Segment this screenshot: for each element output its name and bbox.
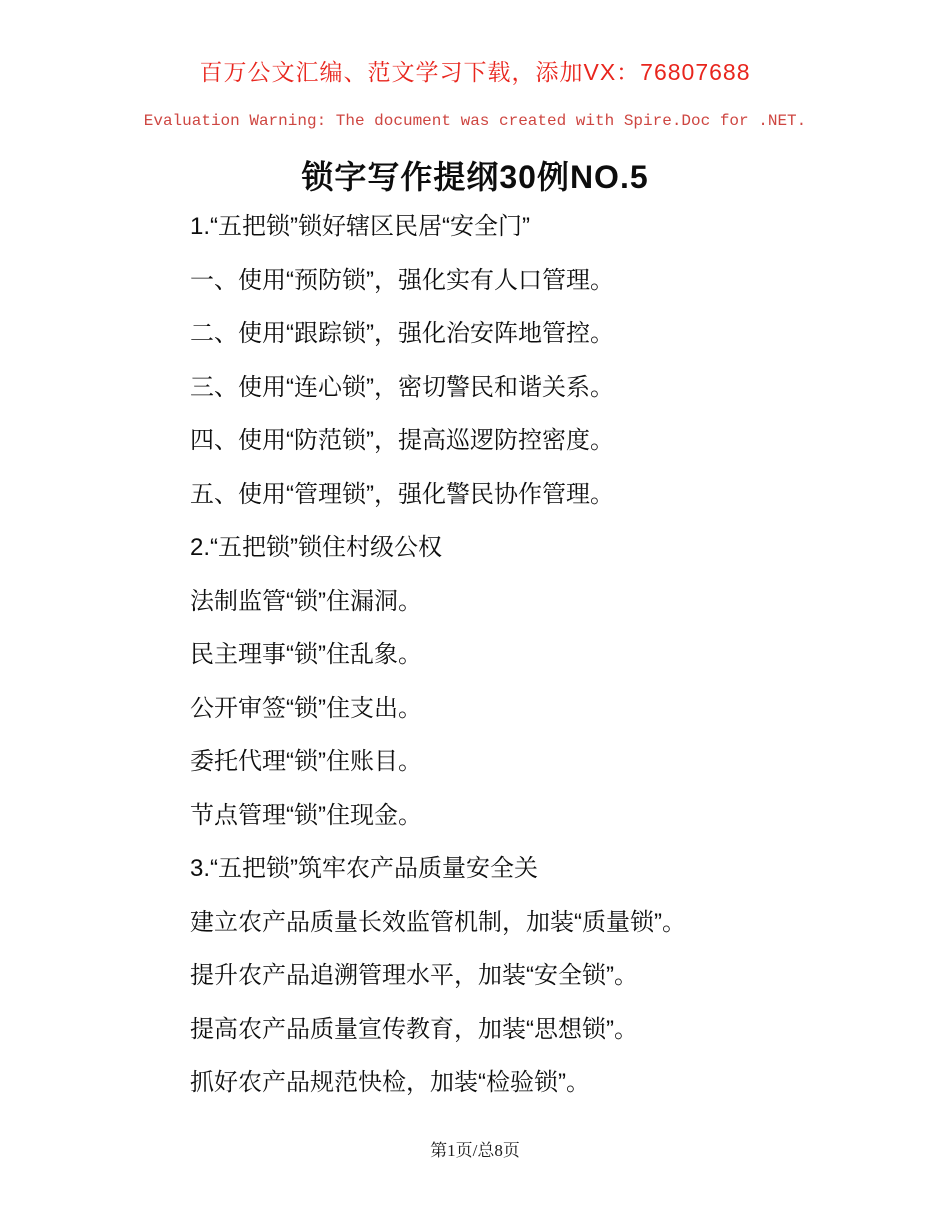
paragraph: 3.“五把锁”筑牢农产品质量安全关 xyxy=(190,855,538,882)
evaluation-warning: Evaluation Warning: The document was created with Spire.Doc for .NET. xyxy=(143,112,807,130)
paragraph: 四、使用“防范锁”，提高巡逻防控密度。 xyxy=(190,427,614,454)
watermark-header: 百万公文汇编、范文学习下载，添加VX：76807688 xyxy=(199,59,751,85)
paragraph: 公开审签“锁”住支出。 xyxy=(190,694,422,722)
paragraph: 一、使用“预防锁”，强化实有人口管理。 xyxy=(190,266,614,294)
paragraph: 五、使用“管理锁”，强化警民协作管理。 xyxy=(190,480,614,508)
paragraph: 抓好农产品规范快检，加装“检验锁”。 xyxy=(190,1069,590,1096)
paragraph: 法制监管“锁”住漏洞。 xyxy=(190,587,422,615)
paragraph: 提升农产品追溯管理水平，加装“安全锁”。 xyxy=(190,962,638,989)
paragraph: 1.“五把锁”锁好辖区民居“安全门” xyxy=(190,213,530,240)
paragraph: 提高农产品质量宣传教育，加装“思想锁”。 xyxy=(190,1015,638,1043)
paragraph: 建立农产品质量长效监管机制，加装“质量锁”。 xyxy=(190,908,686,936)
paragraph: 2.“五把锁”锁住村级公权 xyxy=(190,534,442,561)
paragraph: 委托代理“锁”住账目。 xyxy=(190,748,422,775)
page-title: 锁字写作提纲30例NO.5 xyxy=(301,159,649,195)
paragraph: 节点管理“锁”住现金。 xyxy=(190,801,422,829)
document-body xyxy=(142,200,890,1110)
page-number-footer: 第1页/总8页 xyxy=(430,1141,520,1160)
paragraph: 二、使用“跟踪锁”，强化治安阵地管控。 xyxy=(190,320,614,347)
paragraph: 三、使用“连心锁”，密切警民和谐关系。 xyxy=(190,373,614,401)
paragraph: 民主理事“锁”住乱象。 xyxy=(190,641,422,668)
